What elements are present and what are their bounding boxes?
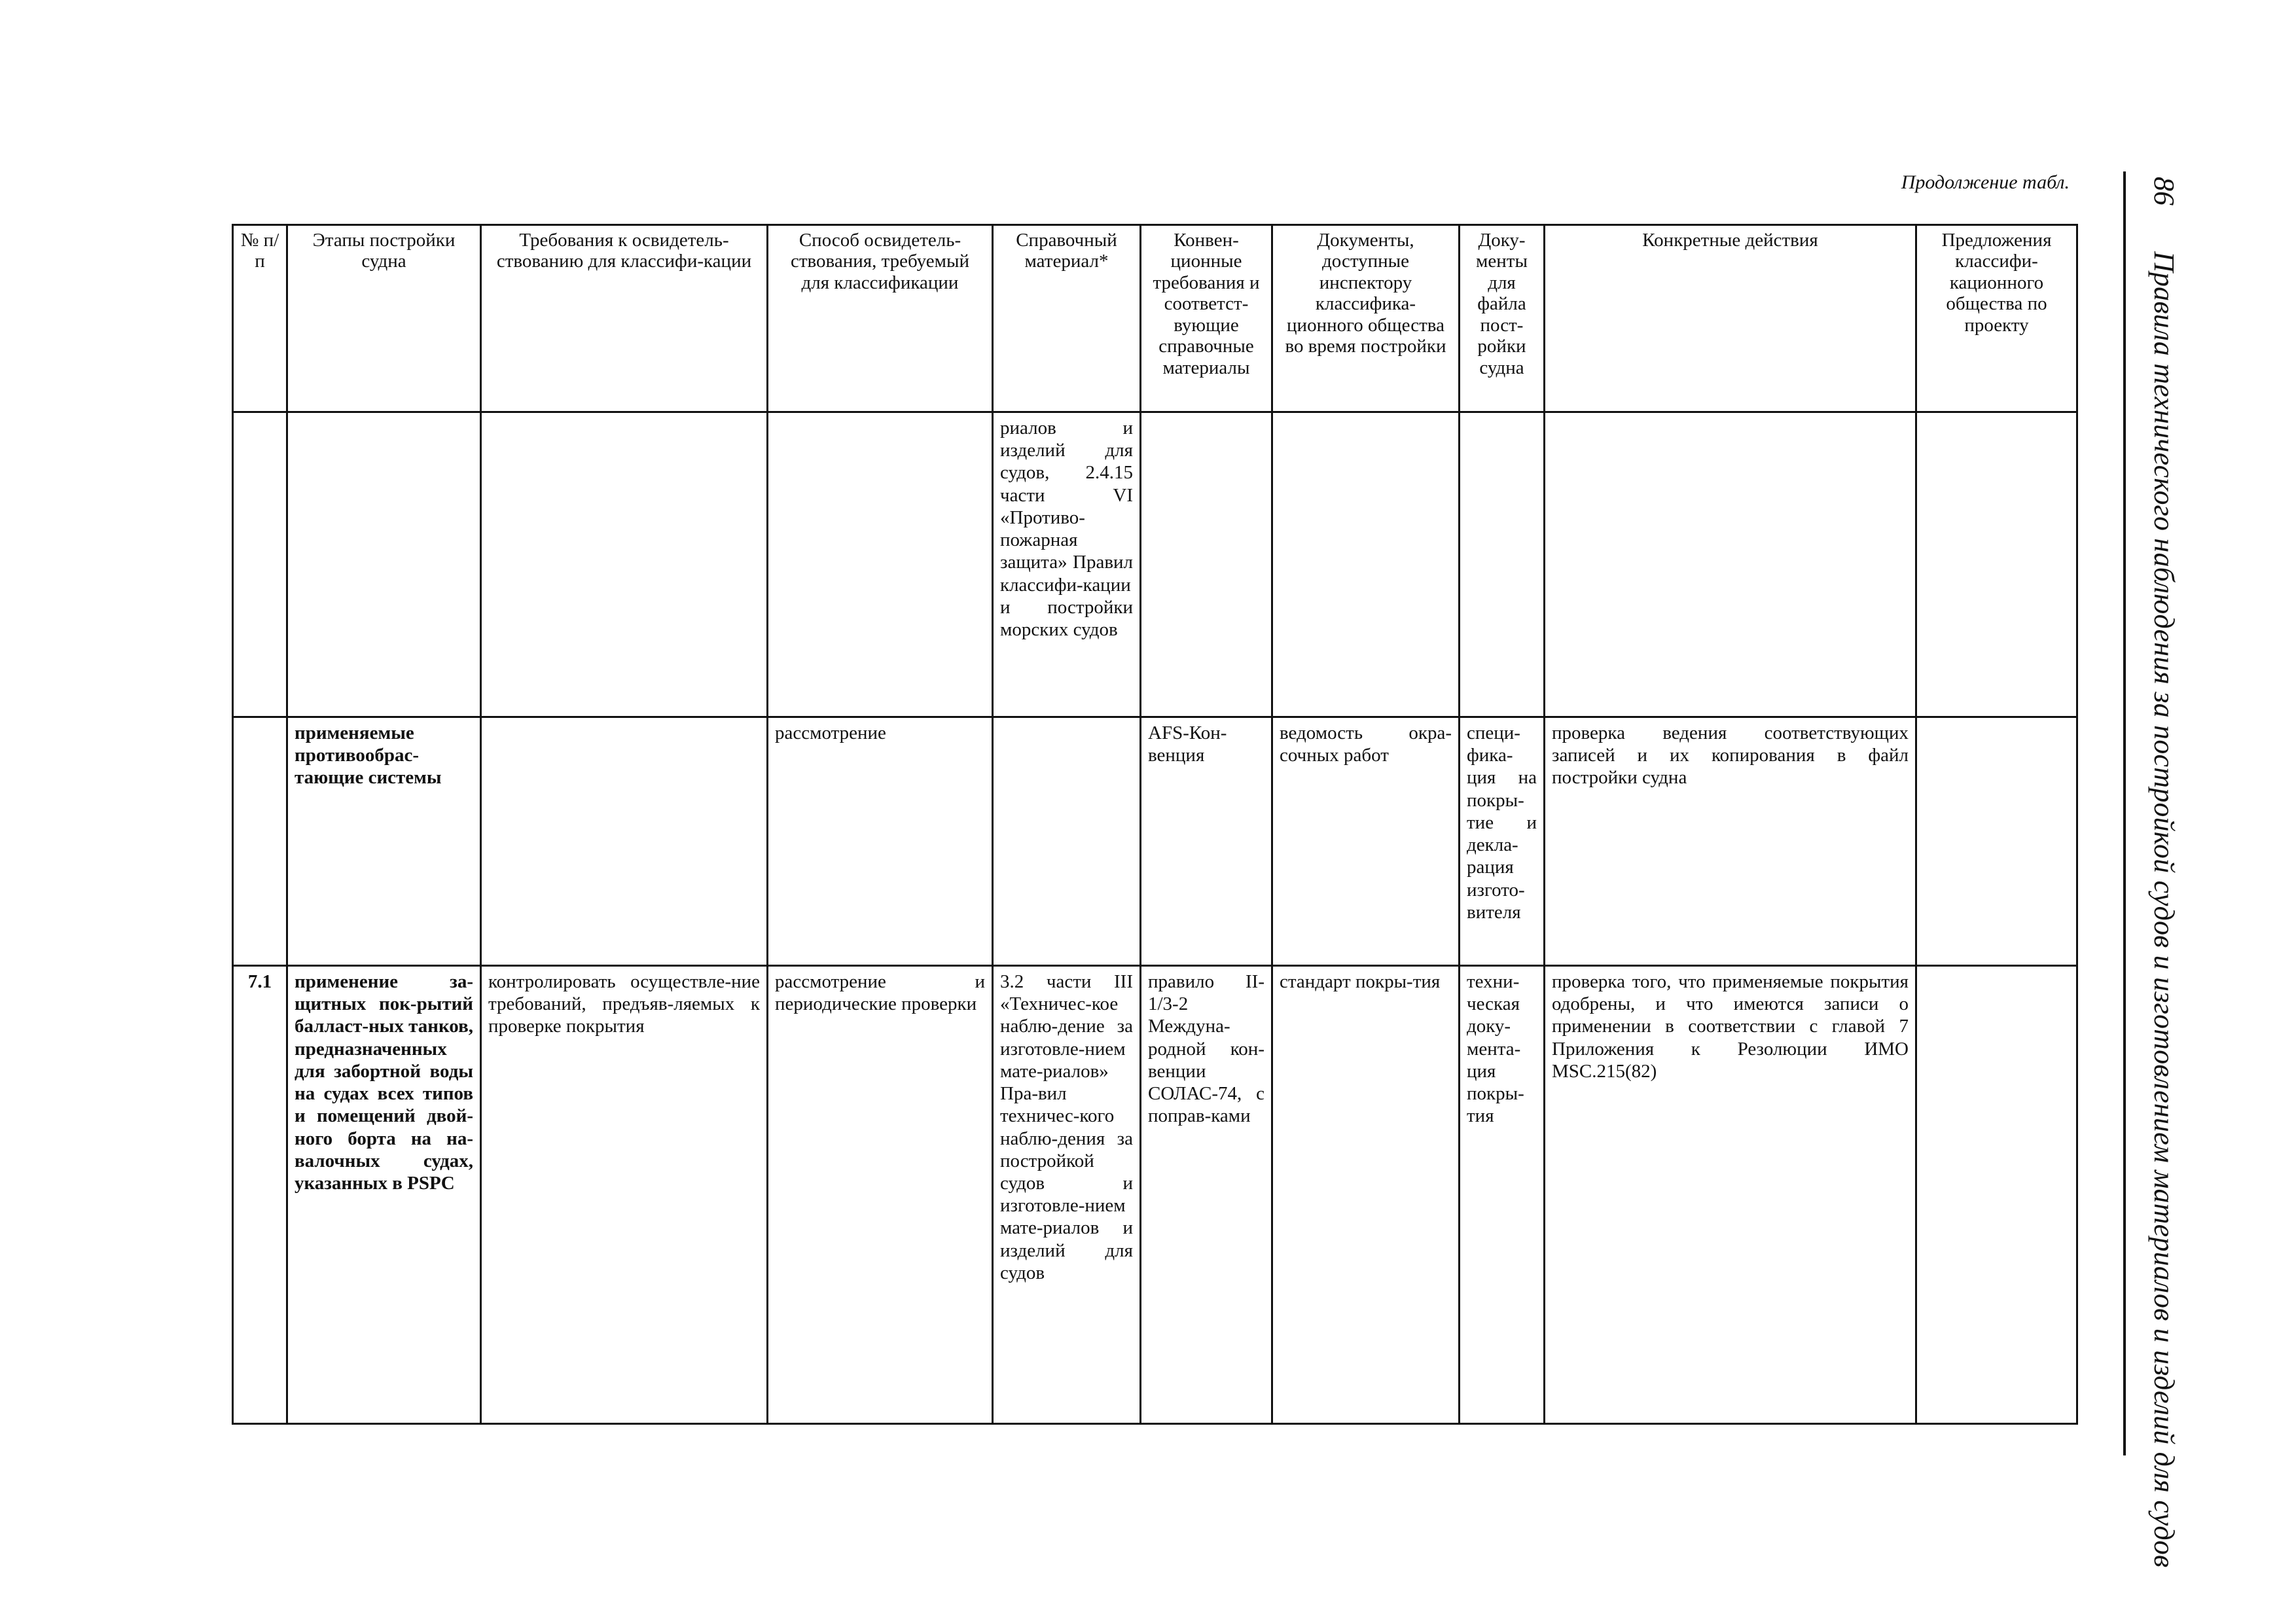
cell-documents: ведомость окра-сочных работ	[1272, 717, 1460, 966]
cell-stage: применение за-щитных пок-рытий балласт-ных танков, предназначенных для забортной воды на судах всех типов и помещений двой-ного борта на на-валочных судах, указанных в PSPC	[287, 966, 481, 1424]
table-row	[233, 412, 2077, 717]
column-header: Документы, доступные инспектору классифика-ционного общества во время постройки	[1272, 225, 1460, 412]
cell-num	[233, 717, 287, 966]
column-header: Требования к освидетель-ствованию для классифи-кации	[481, 225, 768, 412]
cell-reference	[993, 717, 1141, 966]
column-header: Предложения классифи-кационного общества по проекту	[1916, 225, 2077, 412]
table-header-row	[233, 225, 2077, 412]
cell-requirements: контролировать осуществле-ние требований, предъяв-ляемых к проверке покрытия	[481, 966, 768, 1424]
cell-proposals	[1916, 412, 2077, 717]
cell-num	[233, 412, 287, 717]
cell-file-docs: техни-ческая доку-мента-ция покры-тия	[1460, 966, 1545, 1424]
margin-rule	[2123, 171, 2126, 1455]
cell-file-docs	[1460, 412, 1545, 717]
cell-proposals	[1916, 717, 2077, 966]
cell-stage	[287, 412, 481, 717]
column-header: № п/п	[233, 225, 287, 412]
cell-documents	[1272, 412, 1460, 717]
cell-conventional	[1141, 412, 1272, 717]
survey-table	[232, 224, 2078, 1425]
column-header: Доку-менты для файла пост-ройки судна	[1460, 225, 1545, 412]
cell-stage: применяемые противообрас-тающие системы	[287, 717, 481, 966]
cell-method: рассмотрение	[768, 717, 993, 966]
running-header-text	[2135, 173, 2194, 1568]
column-header: Этапы постройки судна	[287, 225, 481, 412]
cell-reference: риалов и изделий для судов, 2.4.15 части VI «Противо-пожарная защита» Правил классифи-кации и постройки морских судов	[993, 412, 1141, 717]
page-number: 86	[2148, 177, 2181, 205]
running-title: Правила технического наблюдения за постройкой судов и изготовлением материалов и изделий для судов	[2148, 251, 2181, 1568]
column-header: Способ освидетель-ствования, требуемый для классификации	[768, 225, 993, 412]
cell-requirements	[481, 717, 768, 966]
column-header: Конвен-ционные требования и соответст-вующие справочные материалы	[1141, 225, 1272, 412]
cell-conventional: AFS-Кон-венция	[1141, 717, 1272, 966]
cell-reference: 3.2 части III «Техничес-кое наблю-дение за изготовле-нием мате-риалов» Пра-вил техничес-кого наблю-дения за постройкой судов и изготовле-нием мате-риалов и изделий для судов	[993, 966, 1141, 1424]
column-header: Конкретные действия	[1545, 225, 1916, 412]
cell-actions	[1545, 412, 1916, 717]
cell-method: рассмотрение и периодические проверки	[768, 966, 993, 1424]
table-row	[233, 966, 2077, 1424]
column-header: Справочный материал*	[993, 225, 1141, 412]
cell-proposals	[1916, 966, 2077, 1424]
cell-documents: стандарт покры-тия	[1272, 966, 1460, 1424]
cell-num: 7.1	[233, 966, 287, 1424]
cell-actions: проверка ведения соответствующих записей и их копирования в файл постройки судна	[1545, 717, 1916, 966]
cell-method	[768, 412, 993, 717]
cell-actions: проверка того, что применяемые покрытия одобрены, и что имеются записи о применении в соответствии с главой 7 Приложения к Резолюции ИМО MSC.215(82)	[1545, 966, 1916, 1424]
table-row	[233, 717, 2077, 966]
continuation-label: Продолжение табл.	[1901, 171, 2070, 193]
cell-requirements	[481, 412, 768, 717]
cell-conventional: правило II-1/3-2 Междуна-родной кон-венции СОЛАС-74, с поправ-ками	[1141, 966, 1272, 1424]
cell-file-docs: специ-фика-ция на покры-тие и декла-рация изгото-вителя	[1460, 717, 1545, 966]
running-header	[2135, 173, 2194, 1568]
